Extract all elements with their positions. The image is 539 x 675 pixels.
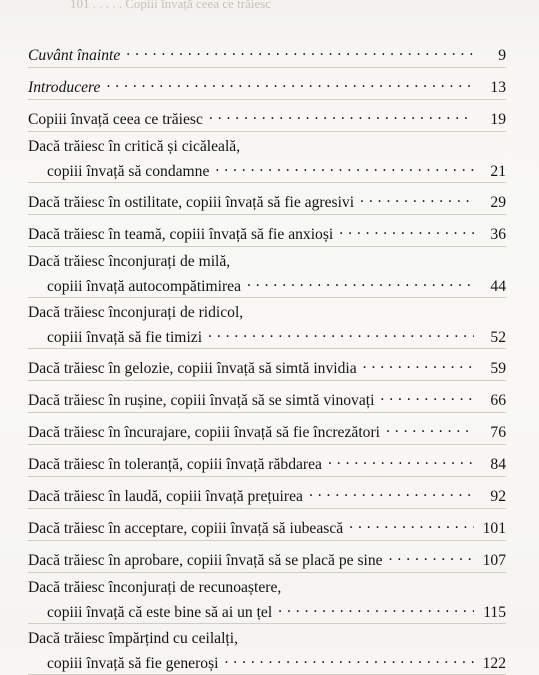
toc-entry-title: Dacă trăiesc în acceptare, copiii învață să iubească [28, 520, 344, 537]
toc-entry-title: Introducere [28, 79, 101, 96]
toc-page-number: 84 [490, 456, 506, 473]
dot-leader [360, 188, 474, 207]
toc-entry-line [28, 354, 506, 377]
toc-entry-title: Dacă trăiesc în ostilitate, copiii învață să fie agresivi [28, 194, 355, 211]
toc-entry-title: Dacă trăiesc în critică și cicăleală, [28, 138, 241, 155]
toc-entry [28, 413, 506, 445]
toc-entry-line [28, 386, 506, 409]
toc-entry-line [28, 137, 506, 156]
toc-entry-line [28, 220, 506, 243]
toc-entry-line [28, 105, 506, 128]
toc-entry [28, 509, 506, 541]
toc-entry-line [28, 188, 506, 211]
toc-page-number: 101 [482, 520, 506, 537]
toc-entry-line [28, 272, 506, 295]
toc-entry [28, 298, 506, 349]
dot-leader [389, 546, 474, 565]
toc-entry [28, 132, 506, 183]
dot-leader [363, 354, 474, 373]
dot-leader [309, 482, 474, 501]
toc-page-number: 21 [490, 163, 506, 180]
toc-entry-line [28, 73, 506, 96]
toc-entry-line [28, 157, 506, 180]
toc-entry-title: Dacă trăiesc în gelozie, copiii învață să simtă invidia [28, 360, 357, 377]
toc-entry-title: Dacă trăiesc în rușine, copiii învață să se simtă vinovați [28, 392, 375, 409]
toc-entry-title: Cuvânt înainte [28, 47, 121, 64]
toc-entry-line [28, 450, 506, 473]
toc-entry-title: Dacă trăiesc înconjurați de ridicol, [28, 304, 244, 321]
toc-entry-line [28, 629, 506, 648]
toc-entry-line [28, 418, 506, 441]
toc-entry-title: Dacă trăiesc înconjurați de recunoaștere, [28, 579, 282, 596]
toc-entry-title: copiii învață să fie generoși [47, 655, 219, 672]
dot-leader [209, 105, 474, 124]
table-of-contents [28, 36, 506, 675]
toc-entry-title: Dacă trăiesc în teamă, copiii învață să fie anxioși [28, 226, 334, 243]
toc-entry [28, 100, 506, 132]
toc-page-number: 115 [483, 604, 506, 621]
dot-leader [224, 649, 474, 668]
toc-page-number: 122 [482, 655, 506, 672]
toc-page-number: 52 [490, 329, 506, 346]
dot-leader [339, 220, 474, 239]
toc-entry-title: Dacă trăiesc înconjurați de milă, [28, 253, 231, 270]
dot-leader [126, 41, 474, 60]
toc-page-number: 13 [490, 79, 506, 96]
toc-entry-title: Dacă trăiesc împărțind cu ceilalți, [28, 630, 238, 647]
dot-leader [215, 157, 474, 176]
toc-entry [28, 445, 506, 477]
toc-entry-line [28, 514, 506, 537]
toc-page-number: 19 [490, 111, 506, 128]
toc-entry-line [28, 546, 506, 569]
toc-entry [28, 541, 506, 573]
toc-entry-title: Dacă trăiesc în toleranță, copiii învață răbdarea [28, 456, 322, 473]
dot-leader [380, 386, 474, 405]
toc-entry-title: copiii învață că este bine să ai un țel [47, 604, 273, 621]
toc-entry-line [28, 323, 506, 346]
toc-entry [28, 624, 506, 675]
toc-entry-title: Dacă trăiesc în aprobare, copiii învață să se placă pe sine [28, 552, 383, 569]
toc-entry-line [28, 303, 506, 322]
toc-entry [28, 36, 506, 68]
dot-leader [278, 598, 474, 617]
toc-page-number: 29 [490, 194, 506, 211]
dot-leader [208, 323, 474, 342]
toc-entry-line [28, 649, 506, 672]
toc-entry-title: Dacă trăiesc în încurajare, copiii învață să fie încrezători [28, 424, 380, 441]
toc-entry-line [28, 482, 506, 505]
dot-leader [247, 272, 474, 291]
toc-page-number: 107 [482, 552, 506, 569]
toc-entry [28, 247, 506, 298]
toc-page-number: 44 [490, 278, 506, 295]
toc-entry-line [28, 41, 506, 64]
toc-entry [28, 477, 506, 509]
toc-entry-line [28, 598, 506, 621]
toc-entry-title: Copiii învață ceea ce trăiesc [28, 111, 203, 128]
dot-leader [386, 418, 474, 437]
toc-page-number: 59 [490, 360, 506, 377]
toc-entry [28, 183, 506, 215]
toc-entry-title: copiii învață autocompătimirea [47, 278, 241, 295]
toc-page-number: 9 [498, 47, 506, 64]
toc-entry-line [28, 252, 506, 271]
toc-entry [28, 68, 506, 100]
dot-leader [328, 450, 474, 469]
toc-entry [28, 215, 506, 247]
toc-entry-title: copiii învață să condamne [47, 163, 210, 180]
toc-entry [28, 573, 506, 624]
toc-entry-title: copiii învață să fie timizi [47, 329, 203, 346]
dot-leader [349, 514, 474, 533]
toc-entry-line [28, 578, 506, 597]
toc-page-number: 36 [490, 226, 506, 243]
toc-page-number: 76 [490, 424, 506, 441]
dot-leader [106, 73, 474, 92]
toc-entry [28, 381, 506, 413]
toc-entry [28, 349, 506, 381]
page-header-bleed: 101 . . . . . Copiii învață ceea ce trăiesc [70, 0, 272, 11]
toc-page-number: 66 [490, 392, 506, 409]
toc-page-number: 92 [490, 488, 506, 505]
toc-entry-title: Dacă trăiesc în laudă, copiii învață prețuirea [28, 488, 303, 505]
